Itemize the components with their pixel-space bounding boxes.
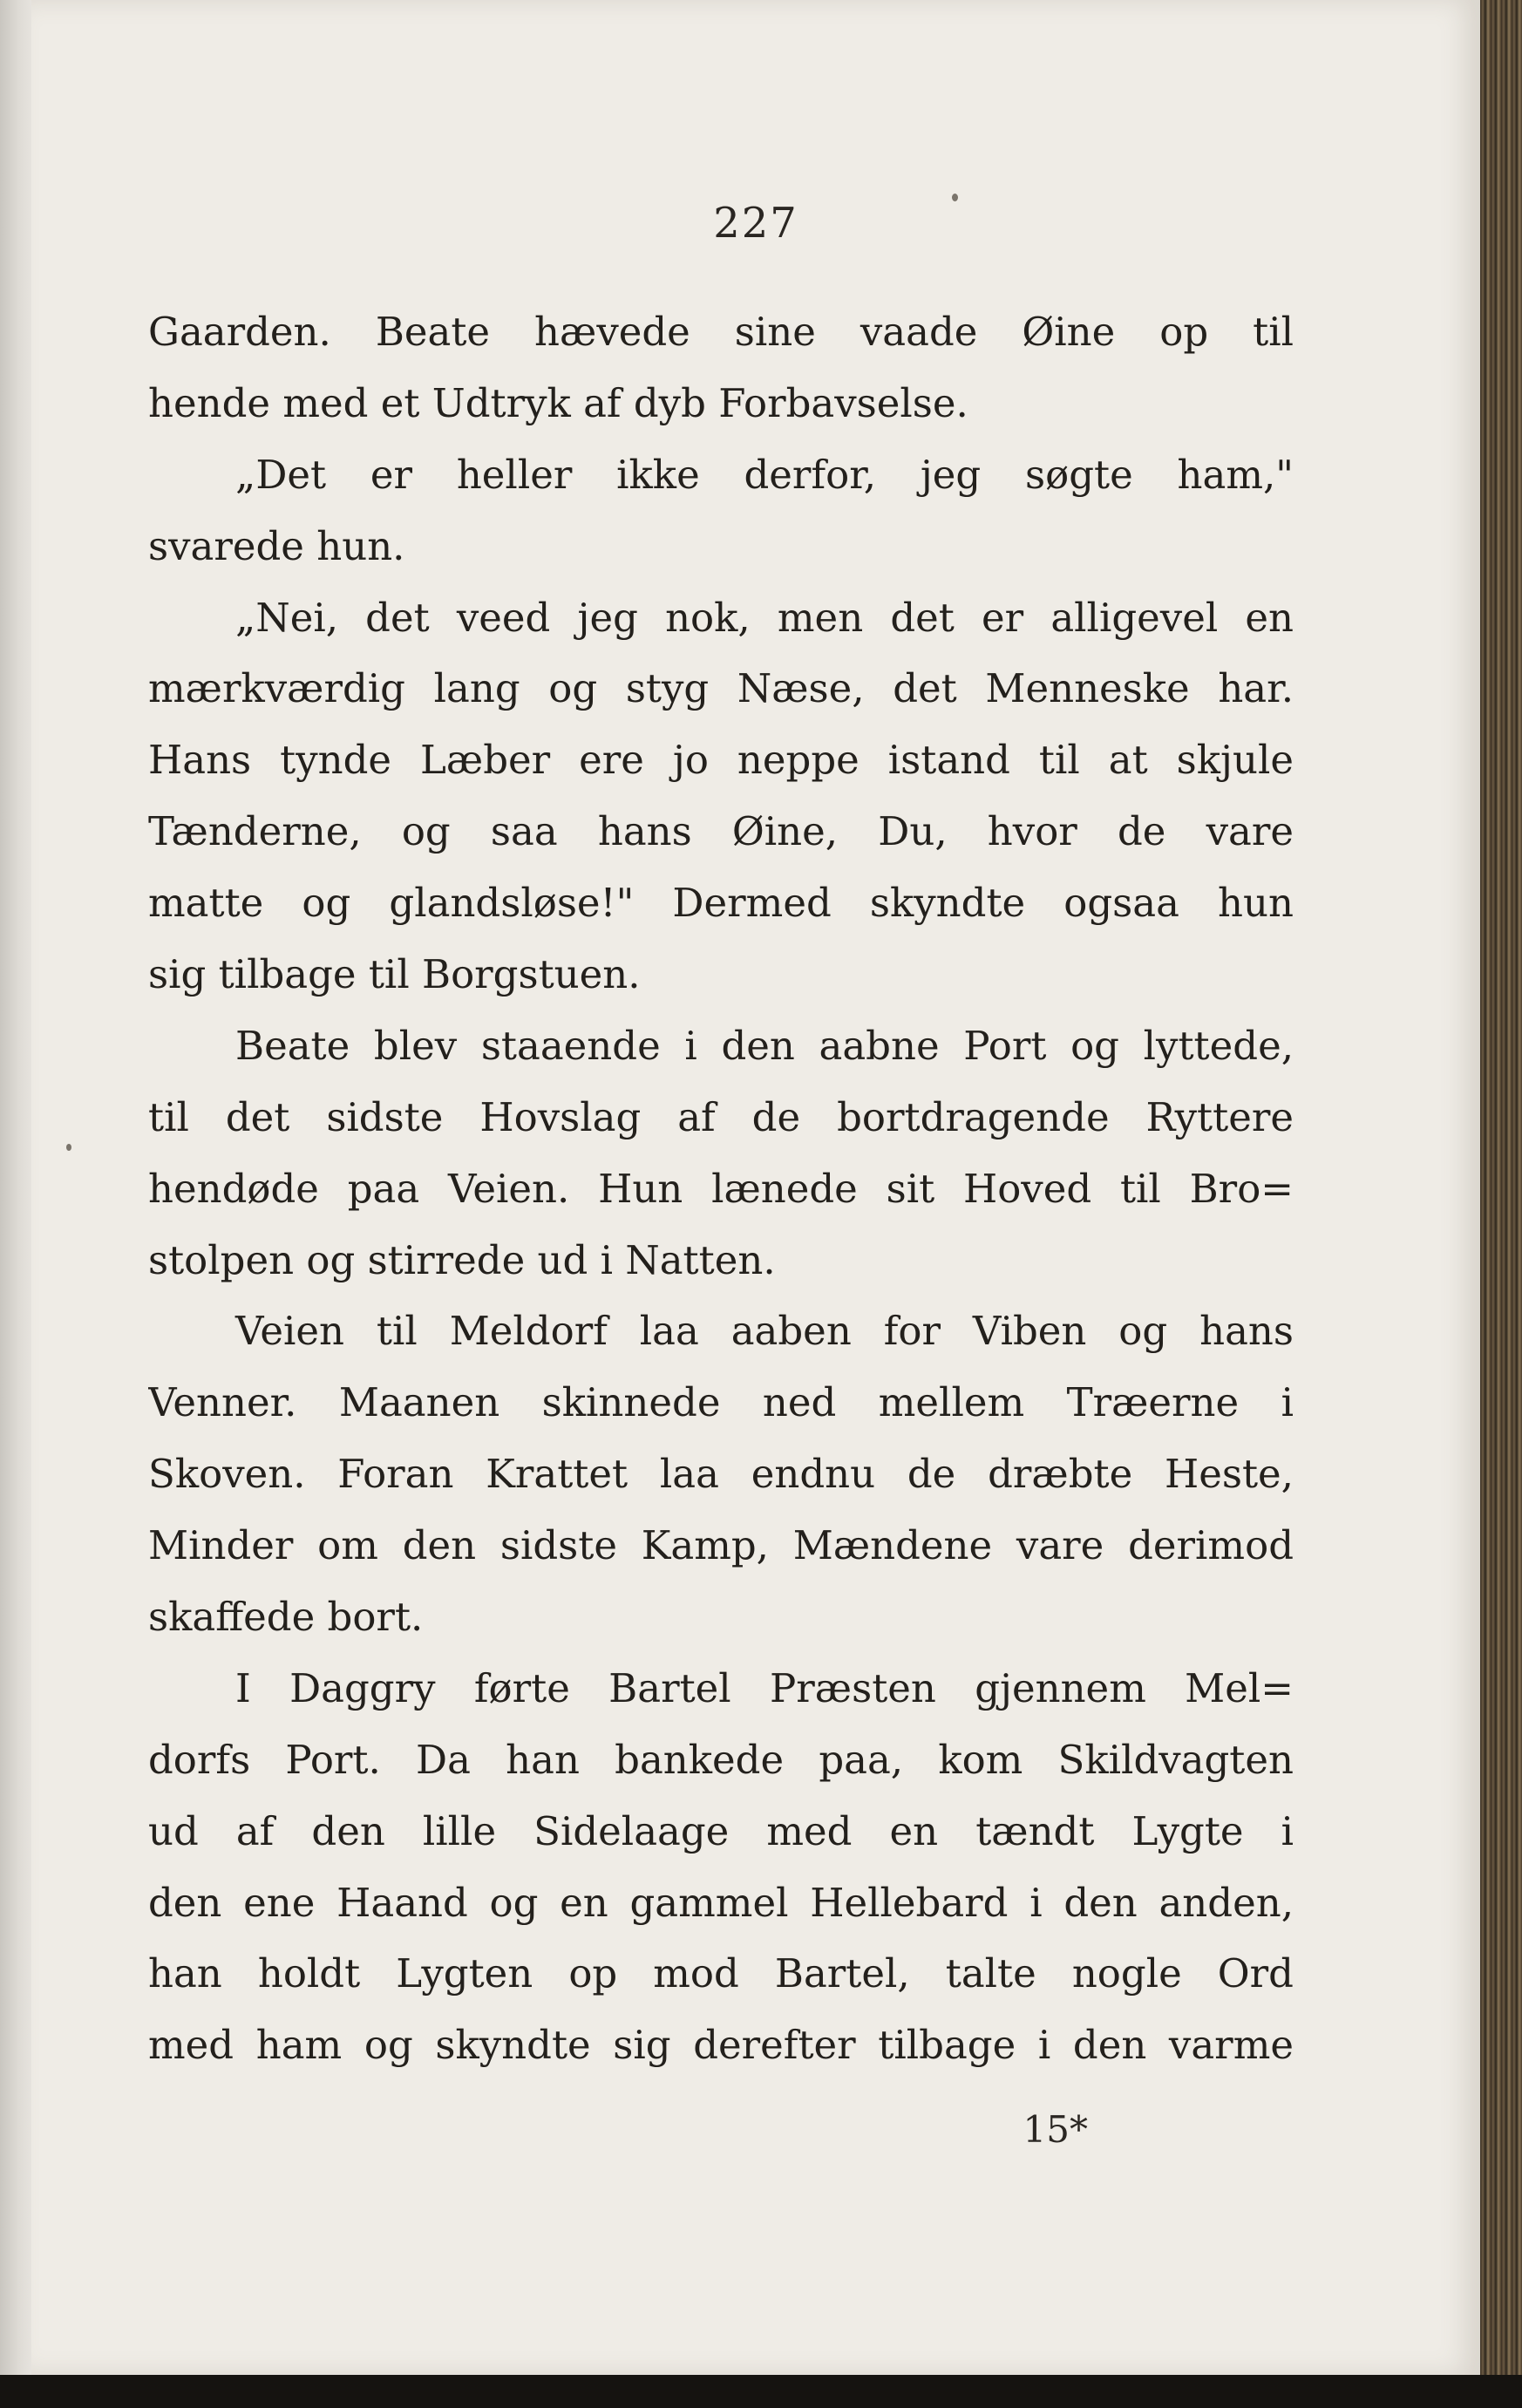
text-line: med ham og skyndte sig derefter tilbage i den varme [148, 2022, 1294, 2069]
text-line: mærkværdig lang og styg Næse, det Menneske har. [148, 665, 1294, 712]
text-line: I Daggry førte Bartel Præsten gjennem Mel= [235, 1664, 1294, 1711]
text-line: hende med et Udtryk af dyb Forbavselse. [148, 379, 968, 426]
page-body-text [148, 296, 1294, 2081]
text-line: dorfs Port. Da han bankede paa, kom Skildvagten [148, 1736, 1294, 1783]
text-line: han holdt Lygten op mod Bartel, talte nogle Ord [148, 1950, 1294, 1997]
text-line: matte og glandsløse!" Dermed skyndte ogsaa hun [148, 880, 1294, 927]
text-line: den ene Haand og en gammel Hellebard i den anden, [148, 1879, 1294, 1926]
text-line: „Nei, det veed jeg nok, men det er alligevel en [235, 594, 1294, 641]
book-page [31, 0, 1480, 2375]
text-line: ud af den lille Sidelaage med en tændt Lygte i [148, 1807, 1294, 1854]
text-line: Veien til Meldorf laa aaben for Viben og hans [235, 1308, 1294, 1355]
scan-bottom-edge [0, 2375, 1522, 2408]
text-line: „Det er heller ikke derfor, jeg søgte ham," [235, 451, 1294, 498]
text-line: Hans tynde Læber ere jo neppe istand til at skjule [148, 737, 1294, 784]
book-left-edge [0, 0, 31, 2408]
page-number: 227 [713, 199, 798, 248]
paper-speck [952, 194, 958, 201]
text-line: hendøde paa Veien. Hun lænede sit Hoved til Bro= [148, 1165, 1294, 1212]
text-line: Beate blev staaende i den aabne Port og lyttede, [235, 1022, 1294, 1069]
text-line: Minder om den sidste Kamp, Mændene vare derimod [148, 1522, 1294, 1569]
signature-mark: 15* [1023, 2108, 1088, 2151]
text-line: Tænderne, og saa hans Øine, Du, hvor de vare [148, 808, 1294, 855]
text-line: Skoven. Foran Krattet laa endnu de dræbte Heste, [148, 1451, 1294, 1498]
text-line: svarede hun. [148, 522, 405, 569]
book-spine-edge [1480, 0, 1522, 2408]
text-line: stolpen og stirrede ud i Natten. [148, 1236, 776, 1283]
text-line: til det sidste Hovslag af de bortdragende Ryttere [148, 1093, 1294, 1140]
text-line: sig tilbage til Borgstuen. [148, 951, 641, 998]
text-line: skaffede bort. [148, 1594, 424, 1641]
text-line: Venner. Maanen skinnede ned mellem Træerne i [148, 1379, 1294, 1426]
text-line: Gaarden. Beate hævede sine vaade Øine op til [148, 309, 1294, 355]
paper-speck [66, 1144, 71, 1151]
